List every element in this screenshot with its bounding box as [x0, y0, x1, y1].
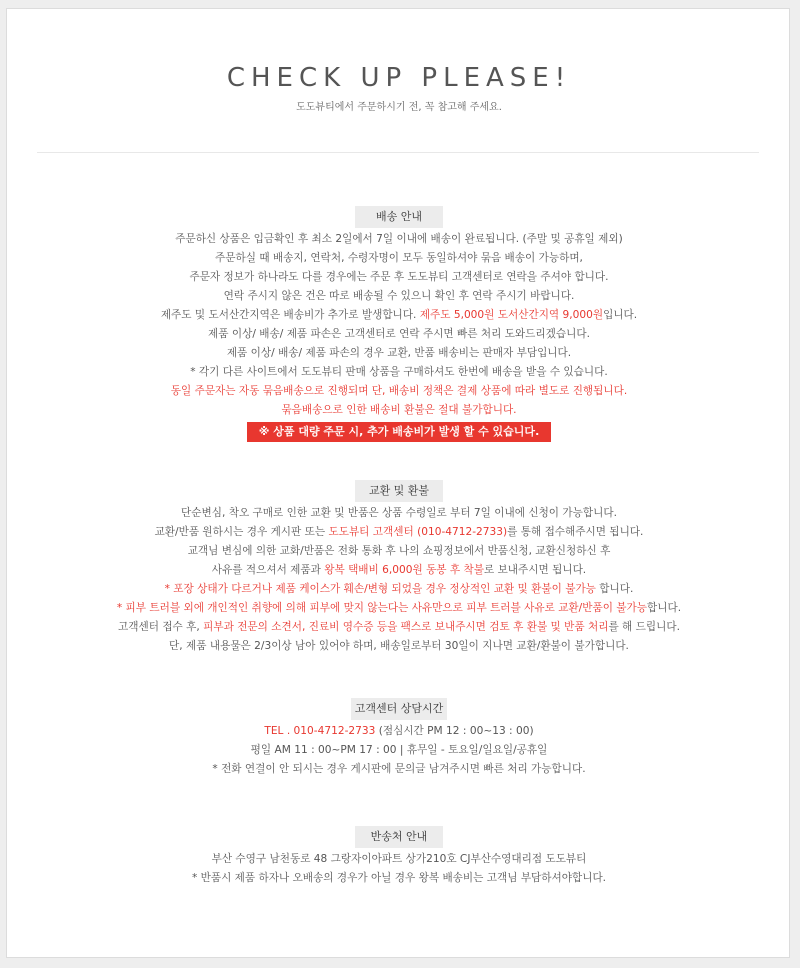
text-line	[7, 306, 791, 325]
section-lines	[7, 504, 791, 656]
highlight-text: 제주도 5,000원 도서산간지역 9,000원	[419, 309, 604, 321]
text-line	[7, 760, 791, 779]
body-text: 합니다.	[647, 602, 682, 614]
bulk-order-banner: ※ 상품 대량 주문 시, 추가 배송비가 발생 할 수 있습니다.	[247, 422, 552, 442]
body-text: 를 해 드립니다.	[608, 621, 680, 633]
text-line	[7, 230, 791, 249]
highlight-text: 피부과 전문의 소견서, 진료비 영수증 등을 팩스로 보내주시면 검토 후 환불 및 반품 처리	[203, 621, 609, 633]
body-text: 제품 이상/ 배송/ 제품 파손의 경우 교환, 반품 배송비는 판매자 부담입니다.	[226, 347, 572, 359]
body-text: * 각기 다른 사이트에서 도도뷰티 판매 상품을 구매하셔도 한번에 배송을 받을 수 있습니다.	[190, 366, 608, 378]
text-line	[7, 363, 791, 382]
section-lines	[7, 230, 791, 420]
body-text: 주문하신 상품은 입금확인 후 최소 2일에서 7일 이내에 배송이 완료됩니다. (주말 및 공휴일 제외)	[175, 233, 623, 245]
text-line	[7, 580, 791, 599]
highlight-text: 도도뷰티 고객센터 (010-4712-2733)	[328, 526, 508, 538]
body-text: 제품 이상/ 배송/ 제품 파손은 고객센터로 연락 주시면 빠른 처리 도와드리겠습니다.	[208, 328, 590, 340]
body-text: 단순변심, 착오 구매로 인한 교환 및 반품은 상품 수령일로 부터 7일 이내에 신청이 가능합니다.	[181, 507, 617, 519]
body-text: 사유를 적으셔서 제품과	[211, 564, 325, 576]
text-line	[7, 325, 791, 344]
text-line	[7, 523, 791, 542]
return-address-section	[7, 825, 791, 888]
body-text: 주문하실 때 배송지, 연락처, 수령자명이 모두 동일하셔야 묶음 배송이 가능하며,	[215, 252, 583, 264]
body-text: * 전화 연결이 안 되시는 경우 게시판에 문의글 남겨주시면 빠른 처리 가능합니다.	[212, 763, 586, 775]
section-heading: 교환 및 환불	[355, 480, 443, 502]
text-line	[7, 850, 791, 869]
body-text: 단, 제품 내용물은 2/3이상 남아 있어야 하며, 배송일로부터 30일이 지나면 교환/환불이 불가합니다.	[169, 640, 629, 652]
body-text: 부산 수영구 남천동로 48 그랑자이아파트 상가210호 CJ부산수영대리점 도도뷰티	[211, 853, 587, 865]
body-text: 제주도 및 도서산간지역은 배송비가 추가로 발생합니다.	[160, 309, 420, 321]
highlight-text: 동일 주문자는 자동 묶음배송으로 진행되며 단, 배송비 정책은 결제 상품에 따라 별도로 진행됩니다.	[170, 385, 628, 397]
text-line	[7, 637, 791, 656]
body-text: 입니다.	[603, 309, 638, 321]
body-text: 교객님 변심에 의한 교화/반품은 전화 통화 후 나의 쇼핑정보에서 반품신청, 교환신청하신 후	[187, 545, 611, 557]
text-line	[7, 869, 791, 888]
section-lines	[7, 722, 791, 779]
highlight-text: TEL . 010-4712-2733	[264, 725, 376, 737]
body-text: 를 통해 접수해주시면 됩니다.	[507, 526, 644, 538]
text-line	[7, 561, 791, 580]
notice-panel	[6, 8, 790, 958]
body-text: 연락 주시지 않은 건은 따로 배송될 수 있으니 확인 후 연락 주시기 바랍니다.	[223, 290, 575, 302]
header-divider	[37, 152, 759, 153]
text-line	[7, 618, 791, 637]
customer-center-section	[7, 697, 791, 779]
body-text: 합니다.	[595, 583, 634, 595]
body-text: * 반품시 제품 하자나 오배송의 경우가 아닐 경우 왕복 배송비는 고객님 부담하셔야합니다.	[191, 872, 607, 884]
highlight-text: 묶음배송으로 인한 배송비 환불은 절대 불가합니다.	[281, 404, 517, 416]
highlight-text: * 피부 트러블 외에 개인적인 취향에 의해 피부에 맞지 않는다는 사유만으로 피부 트러블 사유로 교환/반품이 불가능	[116, 602, 648, 614]
text-line	[7, 287, 791, 306]
text-line	[7, 382, 791, 401]
section-heading: 고객센터 상담시간	[351, 698, 448, 720]
text-line	[7, 249, 791, 268]
text-line	[7, 741, 791, 760]
page-title: CHECK UP PLEASE!	[226, 63, 572, 93]
highlight-text: 왕복 택배비 6,000원 동봉 후 착불	[324, 564, 484, 576]
body-text: 고객센터 접수 후,	[118, 621, 204, 633]
text-line	[7, 268, 791, 287]
text-line	[7, 542, 791, 561]
section-lines	[7, 850, 791, 888]
section-heading: 배송 안내	[355, 206, 443, 228]
body-text: 로 보내주시면 됩니다.	[483, 564, 587, 576]
exchange-refund-section	[7, 479, 791, 656]
text-line	[7, 599, 791, 618]
body-text: 평일 AM 11 : 00~PM 17 : 00 | 휴무일 - 토요일/일요일/공휴일	[250, 744, 548, 756]
text-line	[7, 401, 791, 420]
shipping-section	[7, 205, 791, 442]
highlight-text: * 포장 상태가 다르거나 제품 케이스가 훼손/변형 되었을 경우 정상적인 교환 및 환불이 불가능	[164, 583, 596, 595]
section-heading: 반송처 안내	[355, 826, 443, 848]
body-text: 교환/반품 원하시는 경우 게시판 또는	[154, 526, 329, 538]
text-line	[7, 504, 791, 523]
text-line	[7, 344, 791, 363]
page-subtitle: 도도뷰티에서 주문하시기 전, 꼭 참고해 주세요.	[296, 102, 502, 113]
body-text: 주문자 정보가 하나라도 다를 경우에는 주문 후 도도뷰티 고객센터로 연락을 주셔야 합니다.	[189, 271, 609, 283]
body-text: (점심시간 PM 12 : 00~13 : 00)	[375, 725, 534, 737]
text-line	[7, 722, 791, 741]
